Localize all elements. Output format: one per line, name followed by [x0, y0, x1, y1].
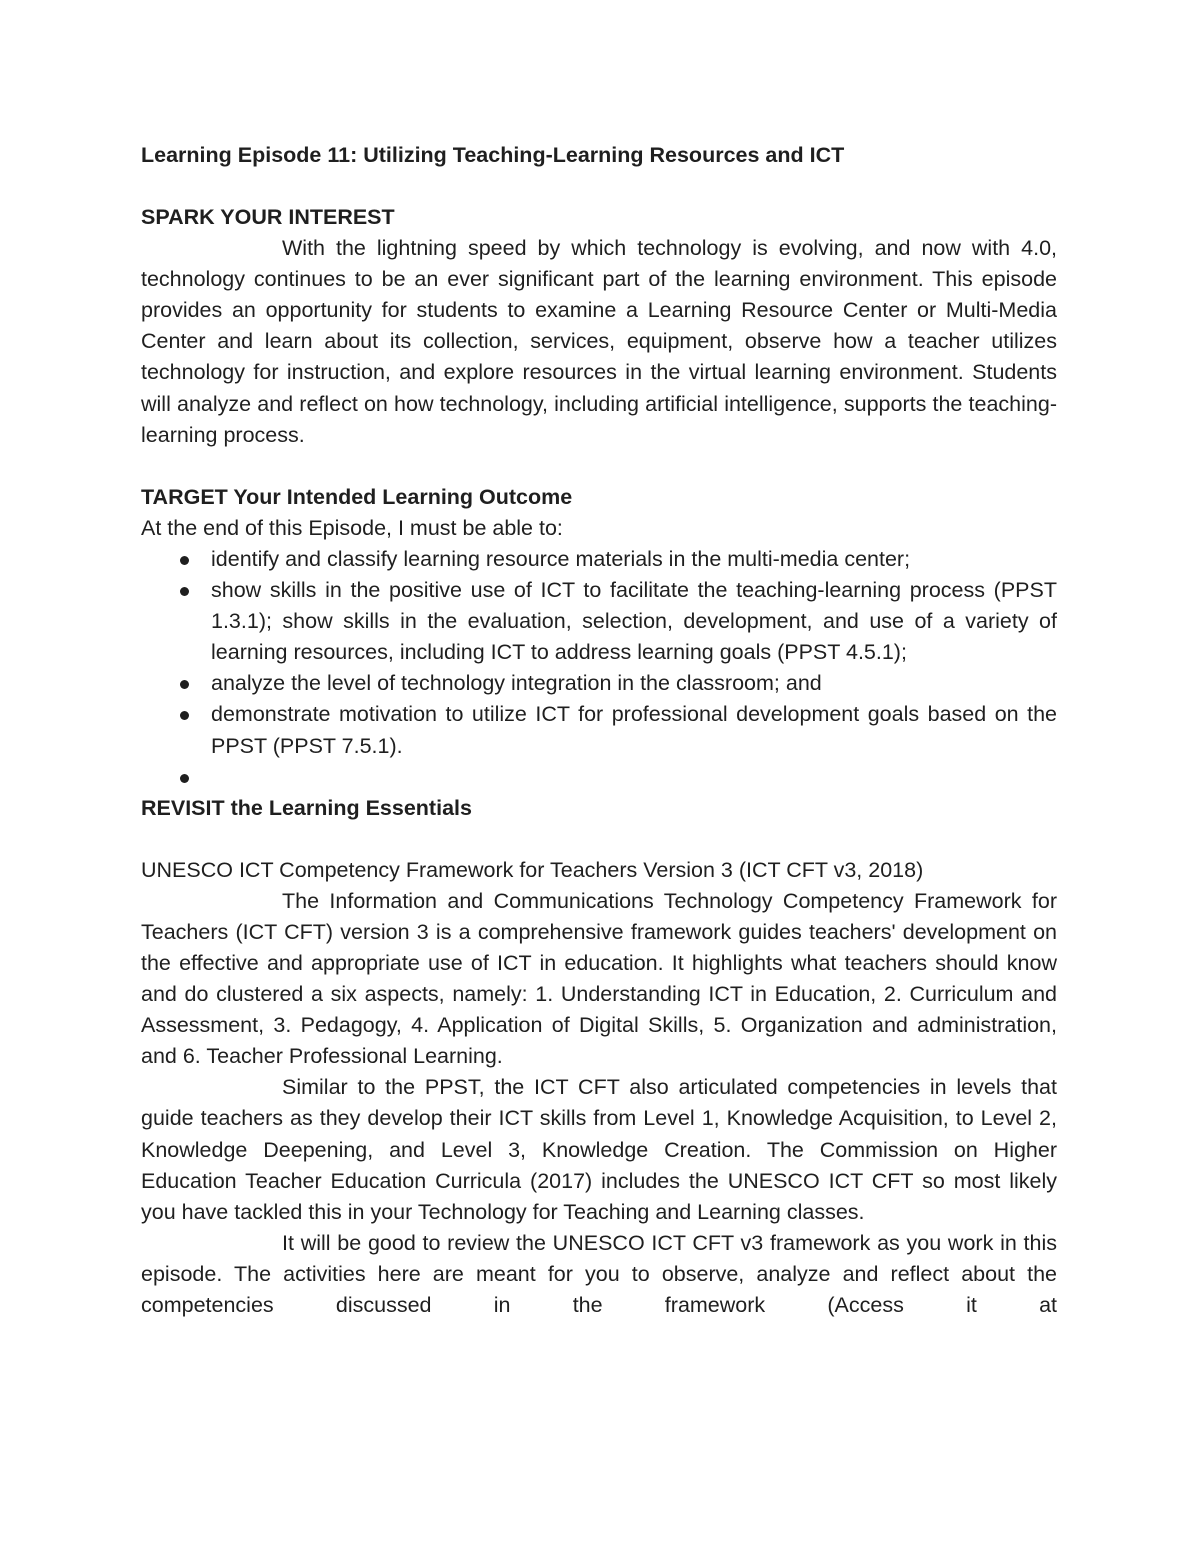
- outcomes-list: [141, 544, 1057, 762]
- framework-paragraph-3: It will be good to review the UNESCO ICT CFT v3 framework as you work in this episode. The activities here are meant for you to observe, analyze and reflect about the competencies discussed in the framework (Access it at: [141, 1230, 1057, 1317]
- outcome-text: show skills in the positive use of ICT to facilitate the teaching-learning process (PPST 1.3.1); show skills in the evaluation, selection, development, and use of a variety of learning resources, including ICT to address learning goals (PPST 4.5.1);: [211, 578, 1057, 665]
- list-item: [141, 575, 1057, 668]
- target-intro: At the end of this Episode, I must be able to:: [141, 515, 563, 540]
- bullet-icon: [180, 774, 189, 783]
- framework-subtitle: UNESCO ICT Competency Framework for Teachers Version 3 (ICT CFT v3, 2018): [141, 857, 924, 882]
- bullet-icon: [180, 680, 189, 689]
- spark-heading: SPARK YOUR INTEREST: [141, 205, 395, 229]
- list-item: [141, 544, 1057, 575]
- framework-paragraph-2: Similar to the PPST, the ICT CFT also articulated competencies in levels that guide teachers as they develop their ICT skills from Level 1, Knowledge Acquisition, to Level 2, Knowledge Deepening, and Level 3, Knowledge Creation. The Commission on Higher Education Teacher Education Curricula (2017) includes the UNESCO ICT CFT so most likely you have tackled this in your Technology for Teaching and Learning classes.: [141, 1075, 1057, 1224]
- target-heading: TARGET Your Intended Learning Outcome: [141, 484, 573, 509]
- page-title: Learning Episode 11: Utilizing Teaching-Learning Resources and ICT: [141, 143, 845, 167]
- framework-paragraph-1: The Information and Communications Technology Competency Framework for Teachers (ICT CFT) version 3 is a comprehensive framework guides teachers' development on the effective and appropriate use of ICT in education. It highlights what teachers should know and do clustered a six aspects, namely: 1. Understanding ICT in Education, 2. Curriculum and Assessment, 3. Pedagogy, 4. Application of Digital Skills, 5. Organization and administration, and 6. Teacher Professional Learning.: [141, 888, 1057, 1069]
- document-page: [141, 140, 1057, 1321]
- bullet-icon: [180, 711, 189, 720]
- spark-paragraph: With the lightning speed by which technology is evolving, and now with 4.0, technology continues to be an ever significant part of the learning environment. This episode provides an opportunity for students to examine a Learning Resource Center or Multi-Media Center and learn about its collection, services, equipment, observe how a teacher utilizes technology for instruction, and explore resources in the virtual learning environment. Students will analyze and reflect on how technology, including artificial intelligence, supports the teaching-learning process.: [141, 236, 1057, 447]
- list-item: [141, 699, 1057, 761]
- empty-list-item: [141, 762, 1057, 793]
- outcome-text: analyze the level of technology integration in the classroom; and: [211, 671, 822, 696]
- revisit-heading: REVISIT the Learning Essentials: [141, 795, 472, 820]
- outcome-text: demonstrate motivation to utilize ICT for professional development goals based on the PPST (PPST 7.5.1).: [211, 702, 1057, 758]
- list-item: [141, 668, 1057, 699]
- outcome-text: identify and classify learning resource materials in the multi-media center;: [211, 546, 911, 571]
- bullet-icon: [180, 587, 189, 596]
- bullet-icon: [180, 556, 189, 565]
